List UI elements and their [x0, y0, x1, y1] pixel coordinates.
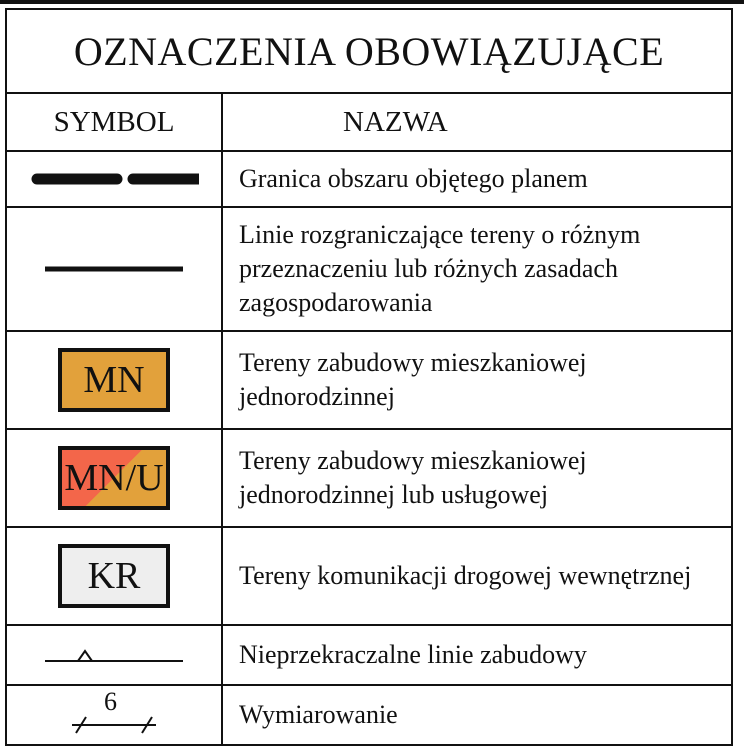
legend-row-plan-boundary: [7, 152, 731, 208]
symbol-cell: [7, 528, 223, 624]
legend-row-dimension: [7, 686, 731, 744]
legend-table: [5, 8, 733, 746]
mn-symbol-box: MN: [58, 348, 170, 412]
legend-row-mn: [7, 332, 731, 430]
legend-row-building-lines: [7, 626, 731, 686]
symbol-cell: [7, 686, 223, 744]
symbol-cell: [7, 208, 223, 330]
symbol-cell: [7, 626, 223, 684]
legend-row-mnu: [7, 430, 731, 528]
legend-row-kr: [7, 528, 731, 626]
symbol-cell: [7, 332, 223, 428]
dimension-value: 6: [104, 687, 117, 716]
legend-row-dividing-lines: [7, 208, 731, 332]
legend-header-row: [7, 94, 731, 152]
symbol-column-header: SYMBOL: [7, 94, 223, 150]
legend-row-label: Tereny zabudowy mieszkaniowej jednorodzinnej: [239, 348, 587, 411]
legend-row-label: Nieprzekraczalne linie zabudowy: [239, 640, 587, 669]
symbol-cell: [7, 152, 223, 206]
top-border: [0, 0, 744, 4]
symbol-cell: [7, 430, 223, 526]
mnu-symbol-box: MN/U: [58, 446, 170, 510]
building-line-icon: [39, 643, 189, 667]
legend-row-label: Wymiarowanie: [239, 700, 398, 729]
legend-row-label: Linie rozgraniczające tereny o różnym przeznaczeniu lub różnych zasadach zagospodarowania: [239, 220, 641, 317]
legend-row-label: Tereny zabudowy mieszkaniowej jednorodzinnej lub usługowej: [239, 446, 587, 509]
name-column-header: NAZWA: [343, 106, 448, 138]
dashed-boundary-line-icon: [29, 169, 199, 189]
solid-line-icon: [39, 262, 189, 276]
legend-row-label: Tereny komunikacji drogowej wewnętrznej: [239, 561, 692, 590]
dimension-icon: [64, 687, 164, 735]
legend-row-label: Granica obszaru objętego planem: [239, 164, 588, 193]
legend-title: OZNACZENIA OBOWIĄZUJĄCE: [7, 10, 731, 94]
kr-symbol-box: KR: [58, 544, 170, 608]
